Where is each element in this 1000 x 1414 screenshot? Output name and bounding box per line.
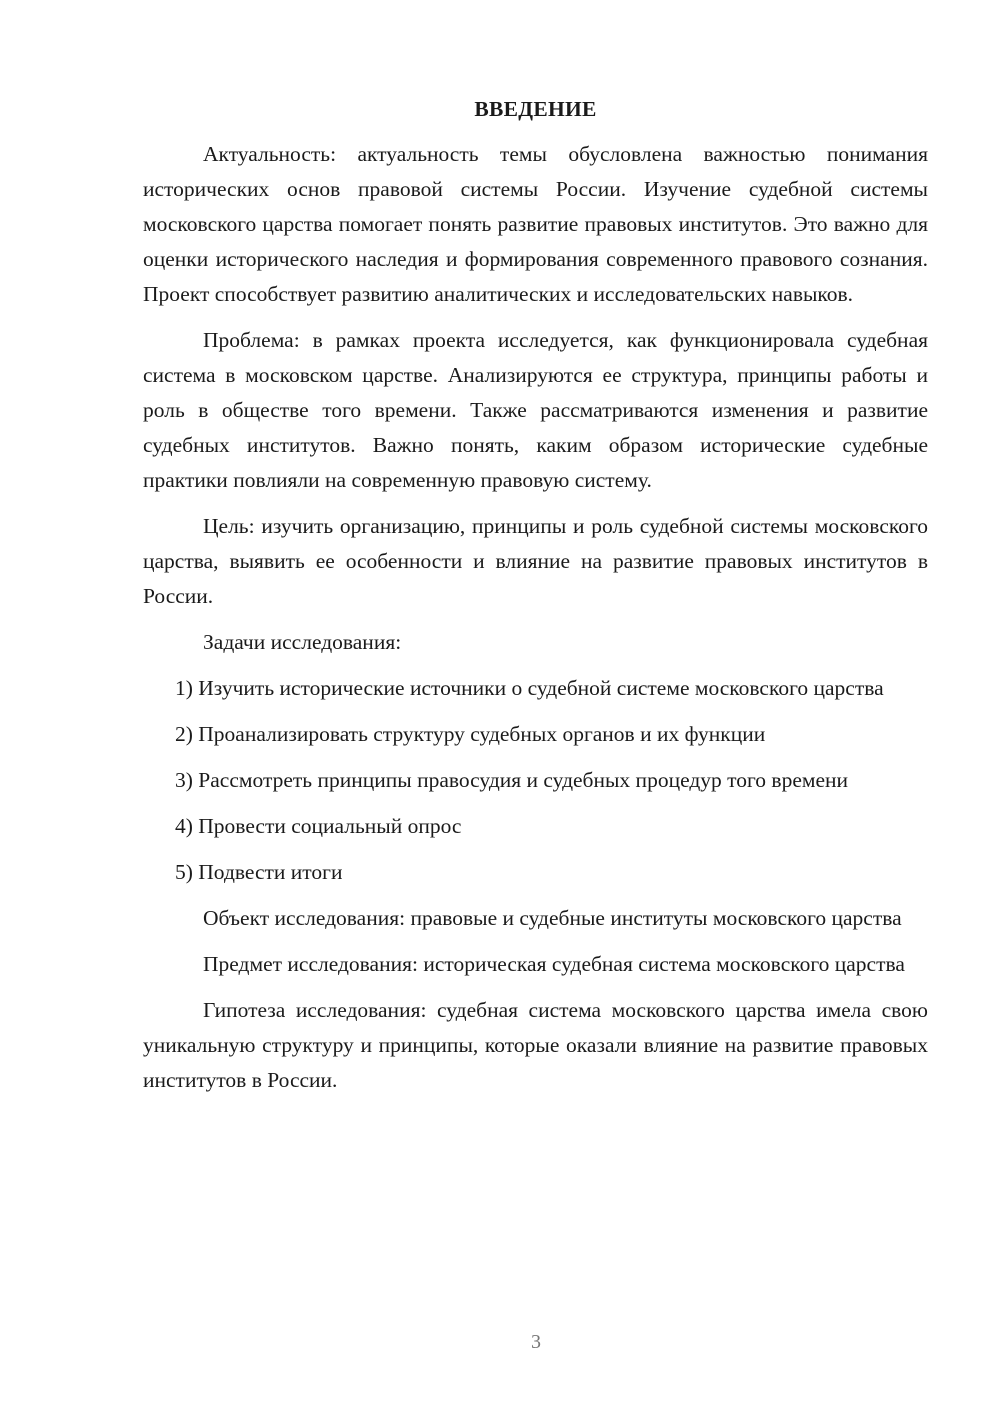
page-body <box>143 92 928 1109</box>
problem-paragraph: Проблема: в рамках проекта исследуется, как функционировала судебная система в московском царстве. Анализируются ее структура, принципы работы и роль в обществе того времени. Также рассматриваются изменения и развитие судебных институтов. Важно понять, каким образом исторические судебные практики повлияли на современную правовую систему. <box>143 328 928 492</box>
section-heading: ВВЕДЕНИЕ <box>474 97 597 121</box>
hypothesis-paragraph: Гипотеза исследования: судебная система московского царства имела свою уникальную структуру и принципы, которые оказали влияние на развитие правовых институтов в России. <box>143 998 928 1092</box>
tasks-heading: Задачи исследования: <box>203 630 402 654</box>
page-number: 3 <box>531 1331 541 1353</box>
task-item: 2) Проанализировать структуру судебных органов и их функции <box>175 722 766 746</box>
task-item: 5) Подвести итоги <box>175 860 343 884</box>
subject-paragraph: Предмет исследования: историческая судебная система московского царства <box>203 952 905 976</box>
task-item: 1) Изучить исторические источники о судебной системе московского царства <box>175 676 884 700</box>
object-paragraph: Объект исследования: правовые и судебные институты московского царства <box>203 906 902 930</box>
relevance-paragraph: Актуальность: актуальность темы обусловлена важностью понимания исторических основ правовой системы России. Изучение судебной системы московского царства помогает понять развитие правовых институтов. Это важно для оценки исторического наследия и формирования современного правового сознания. Проект способствует развитию аналитических и исследовательских навыков. <box>143 142 928 306</box>
goal-paragraph: Цель: изучить организацию, принципы и роль судебной системы московского царства, выявить ее особенности и влияние на развитие правовых институтов в России. <box>143 514 928 608</box>
task-item: 4) Провести социальный опрос <box>175 814 462 838</box>
task-item: 3) Рассмотреть принципы правосудия и судебных процедур того времени <box>175 768 849 792</box>
